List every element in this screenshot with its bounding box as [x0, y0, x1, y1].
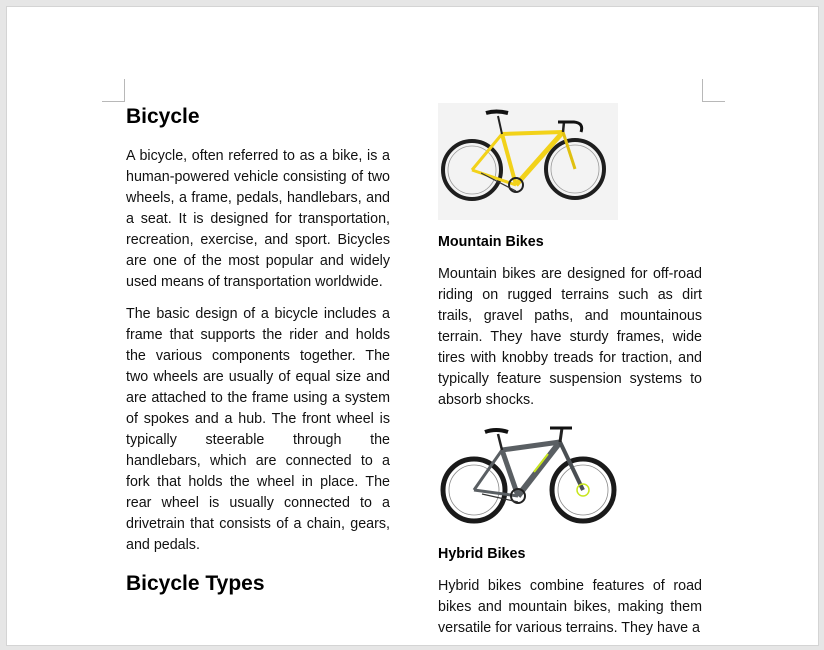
- mountain-bike-illustration-icon: [438, 422, 618, 532]
- heading-bicycle: Bicycle: [126, 105, 200, 128]
- paragraph-mountain-bikes: Mountain bikes are designed for off-road riding on rugged terrains such as dirt trails, gravel paths, and mountainous terrain. They have sturdy frames, wide tires with knobby treads for traction, and typically feature suspension systems to absorb shocks.: [438, 266, 702, 408]
- margin-marker-left: [102, 79, 125, 102]
- heading-bicycle-types: Bicycle Types: [126, 572, 265, 595]
- section-title-mountain-bikes: Mountain Bikes: [438, 234, 544, 250]
- paragraph-intro: A bicycle, often referred to as a bike, is a human-powered vehicle consisting of two wheels, a frame, pedals, handlebars, and a seat. It is designed for transportation, recreation, exercise, and sport. Bicycles are one of the most popular and widely used means of transportation worldwide.: [126, 148, 390, 290]
- left-column: [126, 103, 390, 613]
- section-title-hybrid-bikes: Hybrid Bikes: [438, 546, 526, 562]
- mountain-bike-image: [438, 422, 618, 532]
- document-page: [6, 6, 819, 646]
- road-bike-image: [438, 103, 618, 220]
- paragraph-hybrid-bikes: Hybrid bikes combine features of road bikes and mountain bikes, making them versatile for various terrains. They have a: [438, 578, 702, 636]
- paragraph-design: The basic design of a bicycle includes a frame that supports the rider and holds the various components together. The two wheels are usually of equal size and are attached to the frame using a system of spokes and a hub. The front wheel is typically steerable through the handlebars, which are connected to a fork that holds the wheel in place. The rear wheel is usually connected to a drivetrain that consists of a chain, gears, and pedals.: [126, 306, 390, 553]
- road-bike-illustration-icon: [438, 103, 618, 220]
- right-column: [438, 103, 702, 650]
- margin-marker-right: [702, 79, 725, 102]
